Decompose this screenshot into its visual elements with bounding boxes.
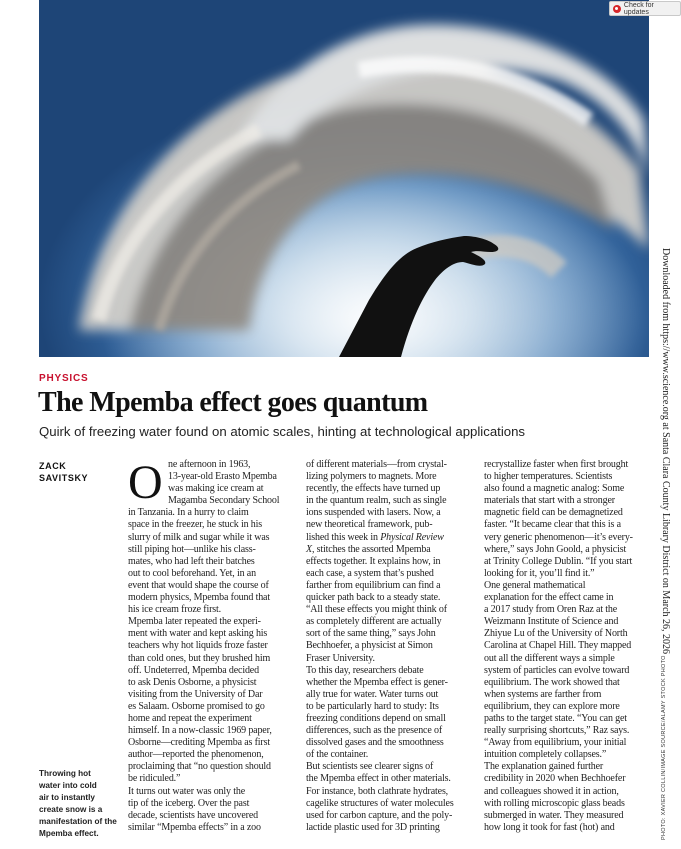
body-line: a 2017 study from Oren Raz at the bbox=[484, 604, 618, 616]
body-line: submerged in water. They measured bbox=[484, 809, 624, 821]
body-line: still piping hot—unlike his class- bbox=[128, 543, 256, 555]
snow-plume-illustration bbox=[39, 0, 649, 357]
body-line: One general mathematical bbox=[484, 579, 586, 591]
body-line: be ridiculed.” bbox=[128, 773, 181, 785]
body-line: the Mpemba effect in other materials. bbox=[306, 773, 451, 785]
body-line: in Tanzania. In a hurry to claim bbox=[128, 507, 249, 519]
body-line: system of particles can evolve toward bbox=[484, 664, 630, 676]
body-line: to higher temperatures. Scientists bbox=[484, 471, 613, 483]
body-line: mates, who had left their batches bbox=[128, 555, 255, 567]
body-line: to be particularly hard to study: Its bbox=[306, 700, 439, 712]
body-line: teachers why hot liquids froze faster bbox=[128, 640, 268, 652]
body-line: lished this week in Physical Review bbox=[306, 531, 444, 543]
drop-cap: O bbox=[128, 456, 163, 509]
body-line: himself. In a now-classic 1969 paper, bbox=[128, 725, 272, 737]
body-line: looking for it, you’ll find it.” bbox=[484, 567, 595, 579]
crossmark-icon bbox=[613, 5, 621, 13]
dek: Quirk of freezing water found on atomic scales, hinting at technological applications bbox=[39, 424, 526, 439]
body-line: of the container. bbox=[306, 749, 369, 761]
body-line: farther from equilibrium can find a bbox=[306, 579, 441, 591]
body-line: To this day, researchers debate bbox=[306, 664, 424, 676]
body-line: magnetic field can be demagnetized bbox=[484, 507, 623, 519]
body-line: materials that start with a stronger bbox=[484, 495, 615, 507]
body-line: The explanation gained further bbox=[484, 761, 604, 773]
body-line: new theoretical framework, pub- bbox=[306, 519, 433, 531]
body-line: X, stitches the assorted Mpemba bbox=[306, 543, 431, 555]
body-line: credibility in 2020 when Bechhoefer bbox=[484, 773, 626, 785]
body-line: 13-year-old Erasto Mpemba bbox=[168, 471, 277, 483]
body-line: recrystallize faster when first brought bbox=[484, 459, 629, 470]
body-line: out all the different ways a simple bbox=[484, 652, 615, 664]
byline-first-name: ZACK bbox=[39, 461, 67, 471]
body-line: out to cool beforehand. Yet, in an bbox=[128, 567, 256, 579]
body-line: used for carbon capture, and the poly- bbox=[306, 809, 453, 821]
body-line: equilibrium. The work showed that bbox=[484, 676, 620, 688]
check-for-updates-label: Check for updates bbox=[623, 1, 654, 16]
body-line: with rolling microscopic glass beads bbox=[484, 797, 625, 809]
body-line: author—reported the phenomenon, bbox=[128, 749, 264, 761]
hero-photo bbox=[39, 0, 649, 357]
body-line: ment with water and kept asking his bbox=[128, 628, 268, 640]
body-line: whether the Mpemba effect is gener- bbox=[306, 676, 448, 688]
body-line: each case, a system that’s pushed bbox=[306, 567, 434, 579]
body-line: how long it took for fast (hot) and bbox=[484, 821, 615, 833]
body-line: Osborne—crediting Mpemba as first bbox=[128, 737, 270, 749]
body-line: at Trinity College Dublin. “If you start bbox=[484, 555, 633, 567]
body-line: sort of the same thing,” says John bbox=[306, 628, 436, 640]
check-for-updates-button[interactable] bbox=[609, 1, 681, 16]
body-line: really surprising shortcuts,” Raz says. bbox=[484, 725, 630, 737]
body-line: visiting from the University of Dar bbox=[128, 688, 263, 700]
body-line: equilibrium, they can explore more bbox=[484, 700, 620, 712]
body-line: Magamba Secondary School bbox=[168, 495, 280, 507]
body-line: lizing polymers to magnets. More bbox=[306, 471, 437, 483]
body-line: also found a magnetic analog: Some bbox=[484, 483, 625, 495]
headline: The Mpemba effect goes quantum bbox=[38, 387, 428, 418]
caption-line: manifestation of the bbox=[39, 817, 117, 827]
body-line: “Away from equilibrium, your initial bbox=[484, 737, 627, 749]
body-line: freezing conditions depend on small bbox=[306, 712, 446, 724]
body-line: than cold ones, but they brushed him bbox=[128, 652, 271, 664]
body-line: where,” says John Goold, a physicist bbox=[484, 543, 627, 555]
body-line: space in the freezer, he stuck in his bbox=[128, 519, 262, 531]
body-line: slurry of milk and sugar while it was bbox=[128, 531, 270, 543]
body-line: But scientists see clearer signs of bbox=[306, 761, 434, 773]
body-line: as completely different are actually bbox=[306, 616, 442, 628]
body-line: lactide plastic used for 3D printing bbox=[306, 821, 440, 833]
body-line: intuition completely collapses.” bbox=[484, 749, 607, 761]
body-line: dissolved gases and the smoothness bbox=[306, 737, 444, 749]
body-line: paths to the target state. “You can get bbox=[484, 712, 627, 724]
body-column-2 bbox=[306, 459, 470, 834]
body-column-1 bbox=[128, 456, 292, 834]
body-line: Mpemba later repeated the experi- bbox=[128, 616, 261, 628]
photo-credit: PHOTO: XAVIER COLLIN/IMAGE SOURCE/ALAMY STOCK PHOTO bbox=[661, 655, 667, 840]
caption-line: Mpemba effect. bbox=[39, 829, 99, 839]
body-line: proclaiming that “no question should bbox=[128, 761, 271, 773]
byline-last-name: SAVITSKY bbox=[39, 473, 89, 484]
caption-line: water into cold bbox=[39, 781, 97, 791]
body-line: similar “Mpemba effects” in a zoo bbox=[128, 821, 261, 833]
body-line: home and repeat the experiment bbox=[128, 712, 252, 724]
body-line: when systems are farther from bbox=[484, 688, 602, 700]
body-line: quicker path back to a steady state. bbox=[306, 592, 441, 604]
body-line: was making ice cream at bbox=[168, 483, 264, 495]
body-line: Weizmann Institute of Science and bbox=[484, 616, 619, 628]
body-line: in the quantum realm, such as single bbox=[306, 495, 447, 507]
body-line: his ice cream froze first. bbox=[128, 604, 221, 616]
body-line: Zhiyue Lu of the University of North bbox=[484, 628, 628, 640]
body-line: effects together. It explains how, in bbox=[306, 555, 441, 567]
body-line: tip of the iceberg. Over the past bbox=[128, 797, 250, 809]
body-line: and colleagues showed it in action, bbox=[484, 785, 619, 797]
body-line: Bechhoefer, a physicist at Simon bbox=[306, 640, 433, 652]
body-line: For instance, both clathrate hydrates, bbox=[306, 785, 449, 797]
body-line: faster. “It became clear that this is a bbox=[484, 519, 621, 531]
body-line: modern physics, Mpemba found that bbox=[128, 592, 270, 604]
body-line: event that would shape the course of bbox=[128, 579, 269, 591]
body-line: cagelike structures of water molecules bbox=[306, 797, 454, 809]
body-line: recently, the effects have turned up bbox=[306, 483, 441, 495]
caption-line: air to instantly bbox=[39, 793, 95, 803]
body-line: es Salaam. Osborne promised to go bbox=[128, 700, 265, 712]
byline bbox=[39, 460, 88, 484]
body-line: to ask Denis Osborne, a physicist bbox=[128, 676, 257, 688]
body-line: differences, such as the presence of bbox=[306, 725, 443, 737]
body-line: of different materials—from crystal- bbox=[306, 459, 447, 470]
body-line: Carolina at Chapel Hill. They mapped bbox=[484, 640, 632, 652]
body-column-3 bbox=[484, 459, 648, 834]
body-line: Fraser University. bbox=[306, 652, 375, 664]
body-line: explanation for the effect came in bbox=[484, 592, 614, 604]
caption-line: create snow is a bbox=[39, 805, 103, 815]
body-line: off. Undeterred, Mpemba decided bbox=[128, 664, 259, 676]
download-notice: Downloaded from https://www.science.org at Santa Clara County Library District on March 26, 2026 bbox=[660, 248, 671, 655]
body-line: ne afternoon in 1963, bbox=[168, 459, 251, 470]
caption-line: Throwing hot bbox=[39, 769, 91, 778]
section-kicker: PHYSICS bbox=[39, 373, 89, 384]
photo-caption bbox=[39, 768, 119, 841]
body-line: It turns out water was only the bbox=[128, 785, 245, 797]
body-line: very generic phenomenon—it’s every- bbox=[484, 531, 633, 543]
body-line: ions suspended with lasers. Now, a bbox=[306, 507, 441, 519]
body-line: ally true for water. Water turns out bbox=[306, 688, 439, 700]
body-line: decade, scientists have uncovered bbox=[128, 809, 258, 821]
body-line: “All these effects you might think of bbox=[306, 604, 447, 616]
